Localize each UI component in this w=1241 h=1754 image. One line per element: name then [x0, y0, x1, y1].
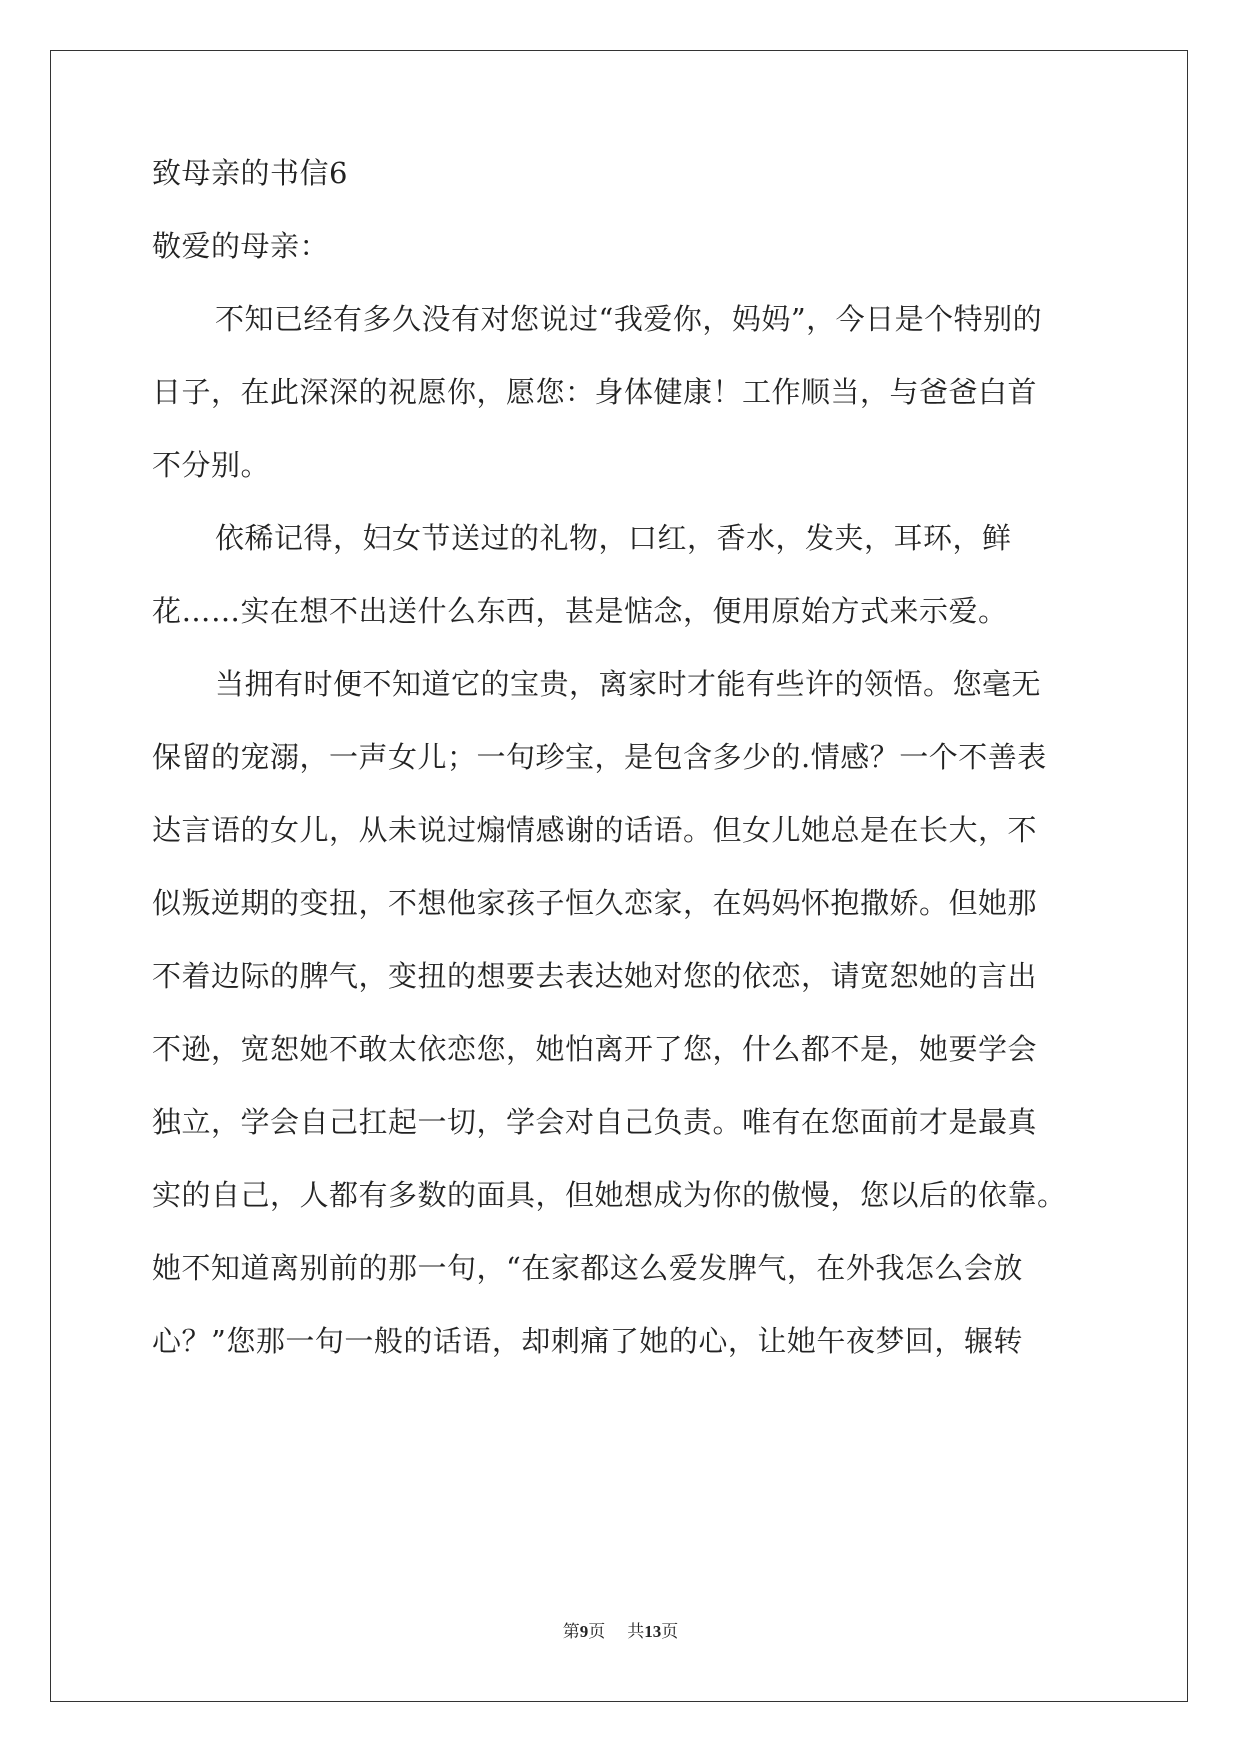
paragraph-line: 不逊，宽恕她不敢太依恋您，她怕离开了您，什么都不是，她要学会 — [152, 1032, 1038, 1066]
paragraph-line: 当拥有时便不知道它的宝贵，离家时才能有些许的领悟。您毫无 — [215, 667, 1042, 701]
paragraph-line: 日子，在此深深的祝愿你，愿您：身体健康！工作顺当，与爸爸白首 — [152, 375, 1038, 409]
paragraph-line: 心？”您那一句一般的话语，却刺痛了她的心，让她午夜梦回，辗转 — [152, 1324, 1023, 1358]
total-pages: 13 — [644, 1622, 662, 1641]
page-prefix: 第 — [562, 1622, 580, 1642]
paragraph-line: 不着边际的脾气，变扭的想要去表达她对您的依恋，请宽恕她的言出 — [152, 959, 1038, 993]
paragraph-line: 依稀记得，妇女节送过的礼物，口红，香水，发夹，耳环，鲜 — [215, 521, 1012, 555]
page-border — [50, 50, 1188, 1702]
paragraph-line: 似叛逆期的变扭，不想他家孩子恒久恋家，在妈妈怀抱撒娇。但她那 — [152, 886, 1038, 920]
page-suffix: 页 — [588, 1622, 606, 1642]
paragraph-line: 独立，学会自己扛起一切，学会对自己负责。唯有在您面前才是最真 — [152, 1105, 1038, 1139]
salutation: 敬爱的母亲： — [152, 229, 330, 263]
page-footer — [0, 1620, 1241, 1644]
paragraph-line: 实的自己，人都有多数的面具，但她想成为你的傲慢，您以后的依靠。 — [152, 1178, 1067, 1212]
total-suffix: 页 — [661, 1622, 679, 1642]
paragraph-line: 保留的宠溺，一声女儿；一句珍宝，是包含多少的.情感？一个不善表 — [152, 740, 1047, 774]
paragraph-line: 不知已经有多久没有对您说过“我爱你，妈妈”，今日是个特别的 — [215, 302, 1043, 336]
page-number: 9 — [579, 1622, 589, 1641]
document-title: 致母亲的书信6 — [152, 156, 348, 190]
paragraph-line: 达言语的女儿，从未说过煽情感谢的话语。但女儿她总是在长大，不 — [152, 813, 1038, 847]
paragraph-line: 不分别。 — [152, 448, 271, 482]
paragraph-line: 她不知道离别前的那一句，“在家都这么爱发脾气，在外我怎么会放 — [152, 1251, 1023, 1285]
total-prefix: 共 — [627, 1622, 645, 1642]
paragraph-line: 花……实在想不出送什么东西，甚是惦念，便用原始方式来示爱。 — [152, 594, 1008, 628]
